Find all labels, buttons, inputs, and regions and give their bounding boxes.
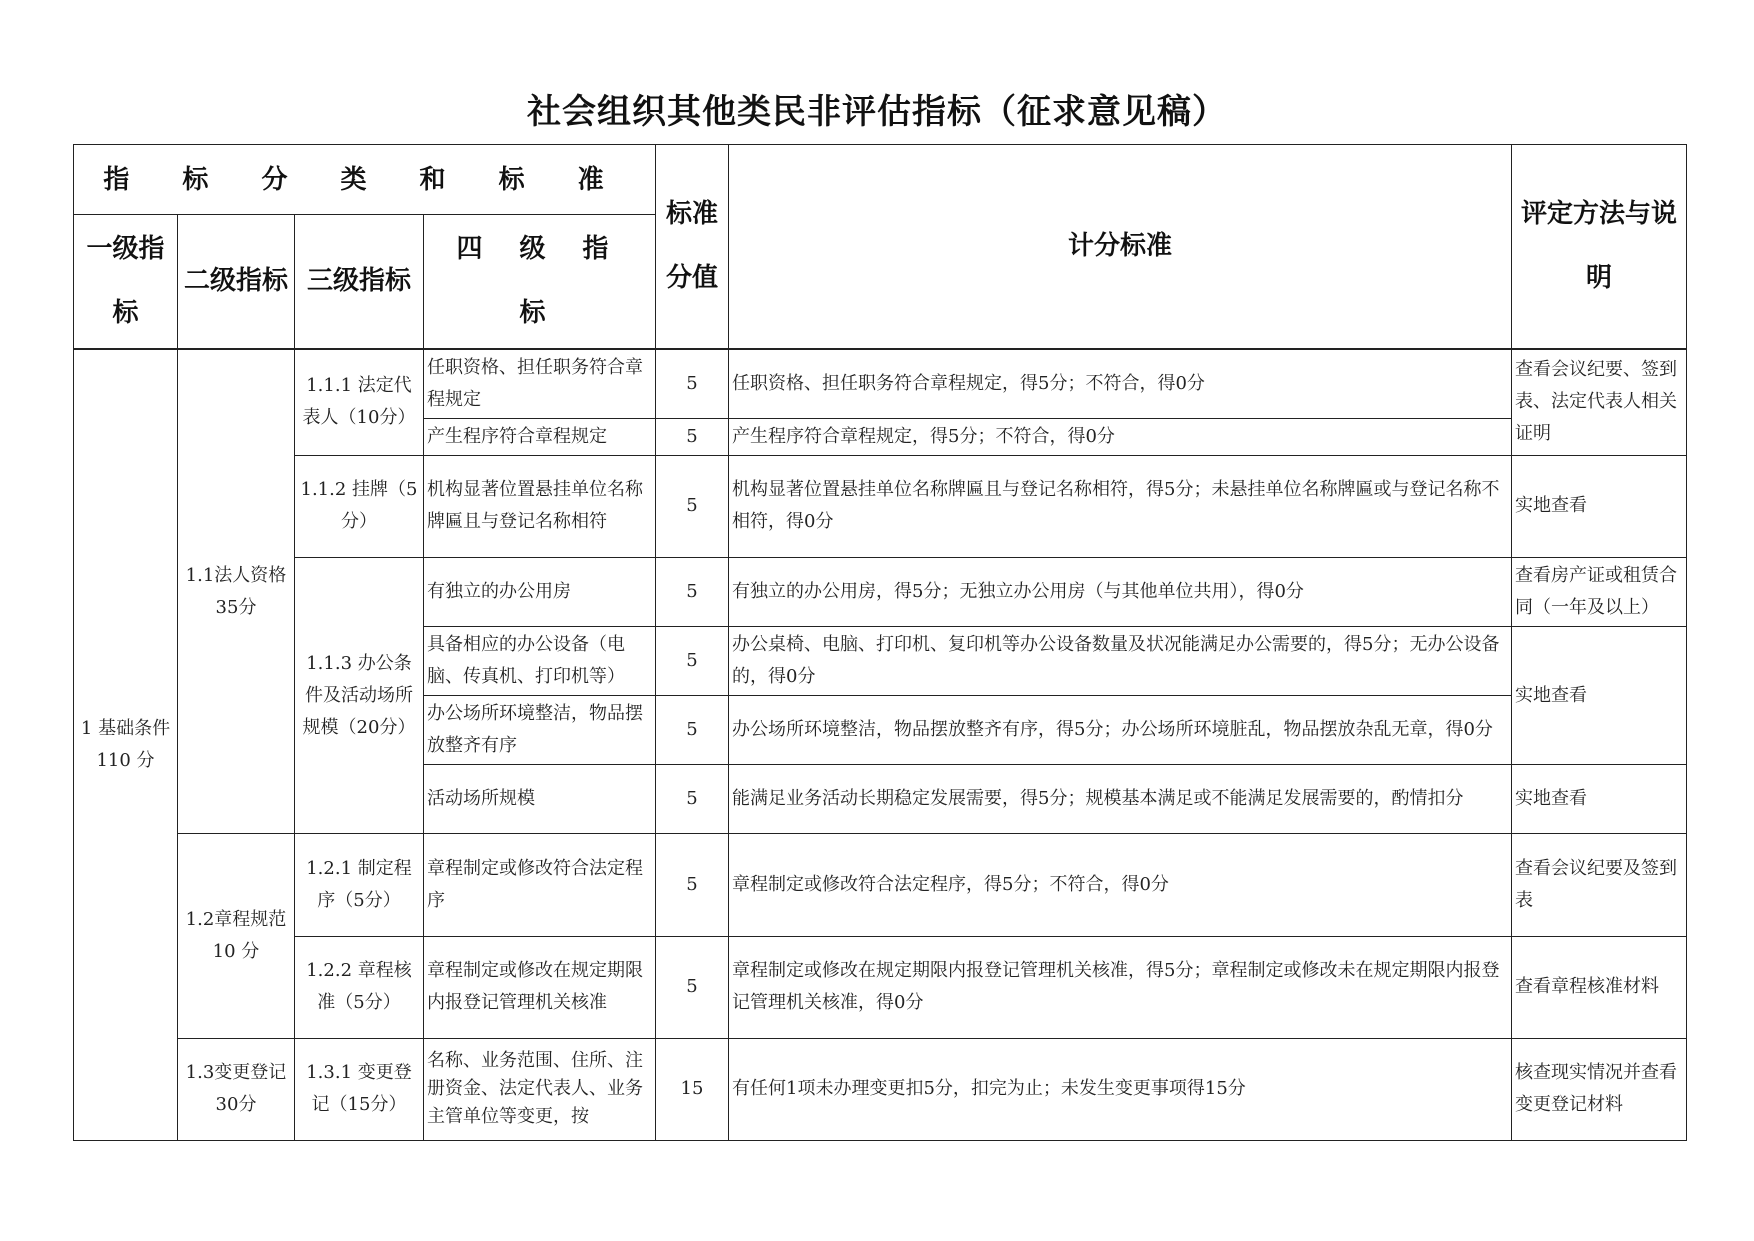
method-cell: 查看会议纪要、签到表、法定代表人相关证明: [1512, 349, 1687, 456]
level2-cell: 1.2章程规范 10 分: [178, 834, 295, 1038]
criteria-cell: 办公场所环境整洁，物品摆放整齐有序，得5分；办公场所环境脏乱，物品摆放杂乱无章，得0分: [729, 696, 1512, 765]
criteria-cell: 产生程序符合章程规定，得5分；不符合，得0分: [729, 418, 1512, 455]
level4-indicator: 办公场所环境整洁，物品摆放整齐有序: [424, 696, 656, 765]
table-row: [74, 936, 1687, 1038]
score-cell: 5: [656, 765, 729, 834]
criteria-cell: 章程制定或修改在规定期限内报登记管理机关核准，得5分；章程制定或修改未在规定期限内报登记管理机关核准，得0分: [729, 936, 1512, 1038]
criteria-cell: 办公桌椅、电脑、打印机、复印机等办公设备数量及状况能满足办公需要的，得5分；无办公设备的，得0分: [729, 627, 1512, 696]
level4-indicator: 名称、业务范围、住所、注册资金、法定代表人、业务主管单位等变更，按: [424, 1038, 656, 1140]
header-level4: 四 级 指 标: [424, 215, 656, 349]
method-cell: 查看章程核准材料: [1512, 936, 1687, 1038]
method-cell: 查看会议纪要及签到表: [1512, 834, 1687, 936]
score-cell: 5: [656, 455, 729, 557]
score-cell: 5: [656, 558, 729, 627]
method-cell: 核查现实情况并查看变更登记材料: [1512, 1038, 1687, 1140]
criteria-cell: 机构显著位置悬挂单位名称牌匾且与登记名称相符，得5分；未悬挂单位名称牌匾或与登记名称不相符，得0分: [729, 455, 1512, 557]
header-level2: 二级指标: [178, 215, 295, 349]
level3-cell: 1.2.2 章程核准（5分）: [295, 936, 424, 1038]
table-row: [74, 455, 1687, 557]
criteria-cell: 任职资格、担任职务符合章程规定，得5分；不符合，得0分: [729, 349, 1512, 419]
header-category-group: 指 标 分 类 和 标 准: [74, 145, 656, 215]
score-cell: 5: [656, 936, 729, 1038]
level3-cell: 1.2.1 制定程序（5分）: [295, 834, 424, 936]
criteria-cell: 有独立的办公用房，得5分；无独立办公用房（与其他单位共用），得0分: [729, 558, 1512, 627]
header-score: 标准分值: [656, 145, 729, 349]
document-title: 社会组织其他类民非评估指标（征求意见稿）: [527, 92, 1227, 132]
level4-indicator: 有独立的办公用房: [424, 558, 656, 627]
level4-indicator: 任职资格、担任职务符合章程规定: [424, 349, 656, 419]
level4-indicator: 章程制定或修改符合法定程序: [424, 834, 656, 936]
score-cell: 5: [656, 834, 729, 936]
header-level1: 一级指标: [74, 215, 178, 349]
header-level3: 三级指标: [295, 215, 424, 349]
method-cell: 查看房产证或租赁合同（一年及以上）: [1512, 558, 1687, 627]
level3-cell: 1.1.2 挂牌（5分）: [295, 455, 424, 557]
method-cell: 实地查看: [1512, 455, 1687, 557]
method-cell: 实地查看: [1512, 627, 1687, 765]
level2-cell: 1.3变更登记 30分: [178, 1038, 295, 1140]
criteria-cell: 能满足业务活动长期稳定发展需要，得5分；规模基本满足或不能满足发展需要的，酌情扣分: [729, 765, 1512, 834]
evaluation-criteria-table: [73, 144, 1687, 1141]
level4-indicator: 机构显著位置悬挂单位名称牌匾且与登记名称相符: [424, 455, 656, 557]
level4-indicator: 具备相应的办公设备（电脑、传真机、打印机等）: [424, 627, 656, 696]
table-row: [74, 558, 1687, 627]
criteria-cell: 有任何1项未办理变更扣5分，扣完为止；未发生变更事项得15分: [729, 1038, 1512, 1140]
header-criteria: 计分标准: [729, 145, 1512, 349]
table-row: [74, 349, 1687, 419]
score-cell: 5: [656, 696, 729, 765]
level3-cell: 1.3.1 变更登记（15分）: [295, 1038, 424, 1140]
level2-cell: 1.1法人资格 35分: [178, 349, 295, 834]
method-cell: 实地查看: [1512, 765, 1687, 834]
score-cell: 5: [656, 349, 729, 419]
level3-cell: 1.1.1 法定代表人（10分）: [295, 349, 424, 456]
level4-indicator: 活动场所规模: [424, 765, 656, 834]
level3-cell: 1.1.3 办公条件及活动场所规模（20分）: [295, 558, 424, 834]
level4-indicator: 产生程序符合章程规定: [424, 418, 656, 455]
level4-indicator: 章程制定或修改在规定期限内报登记管理机关核准: [424, 936, 656, 1038]
criteria-cell: 章程制定或修改符合法定程序，得5分；不符合，得0分: [729, 834, 1512, 936]
score-cell: 5: [656, 627, 729, 696]
score-cell: 15: [656, 1038, 729, 1140]
table-row: [74, 1038, 1687, 1140]
header-row-group: [74, 145, 1687, 215]
score-cell: 5: [656, 418, 729, 455]
table-row: [74, 834, 1687, 936]
level1-cell: 1 基础条件 110 分: [74, 349, 178, 1141]
header-method: 评定方法与说明: [1512, 145, 1687, 349]
